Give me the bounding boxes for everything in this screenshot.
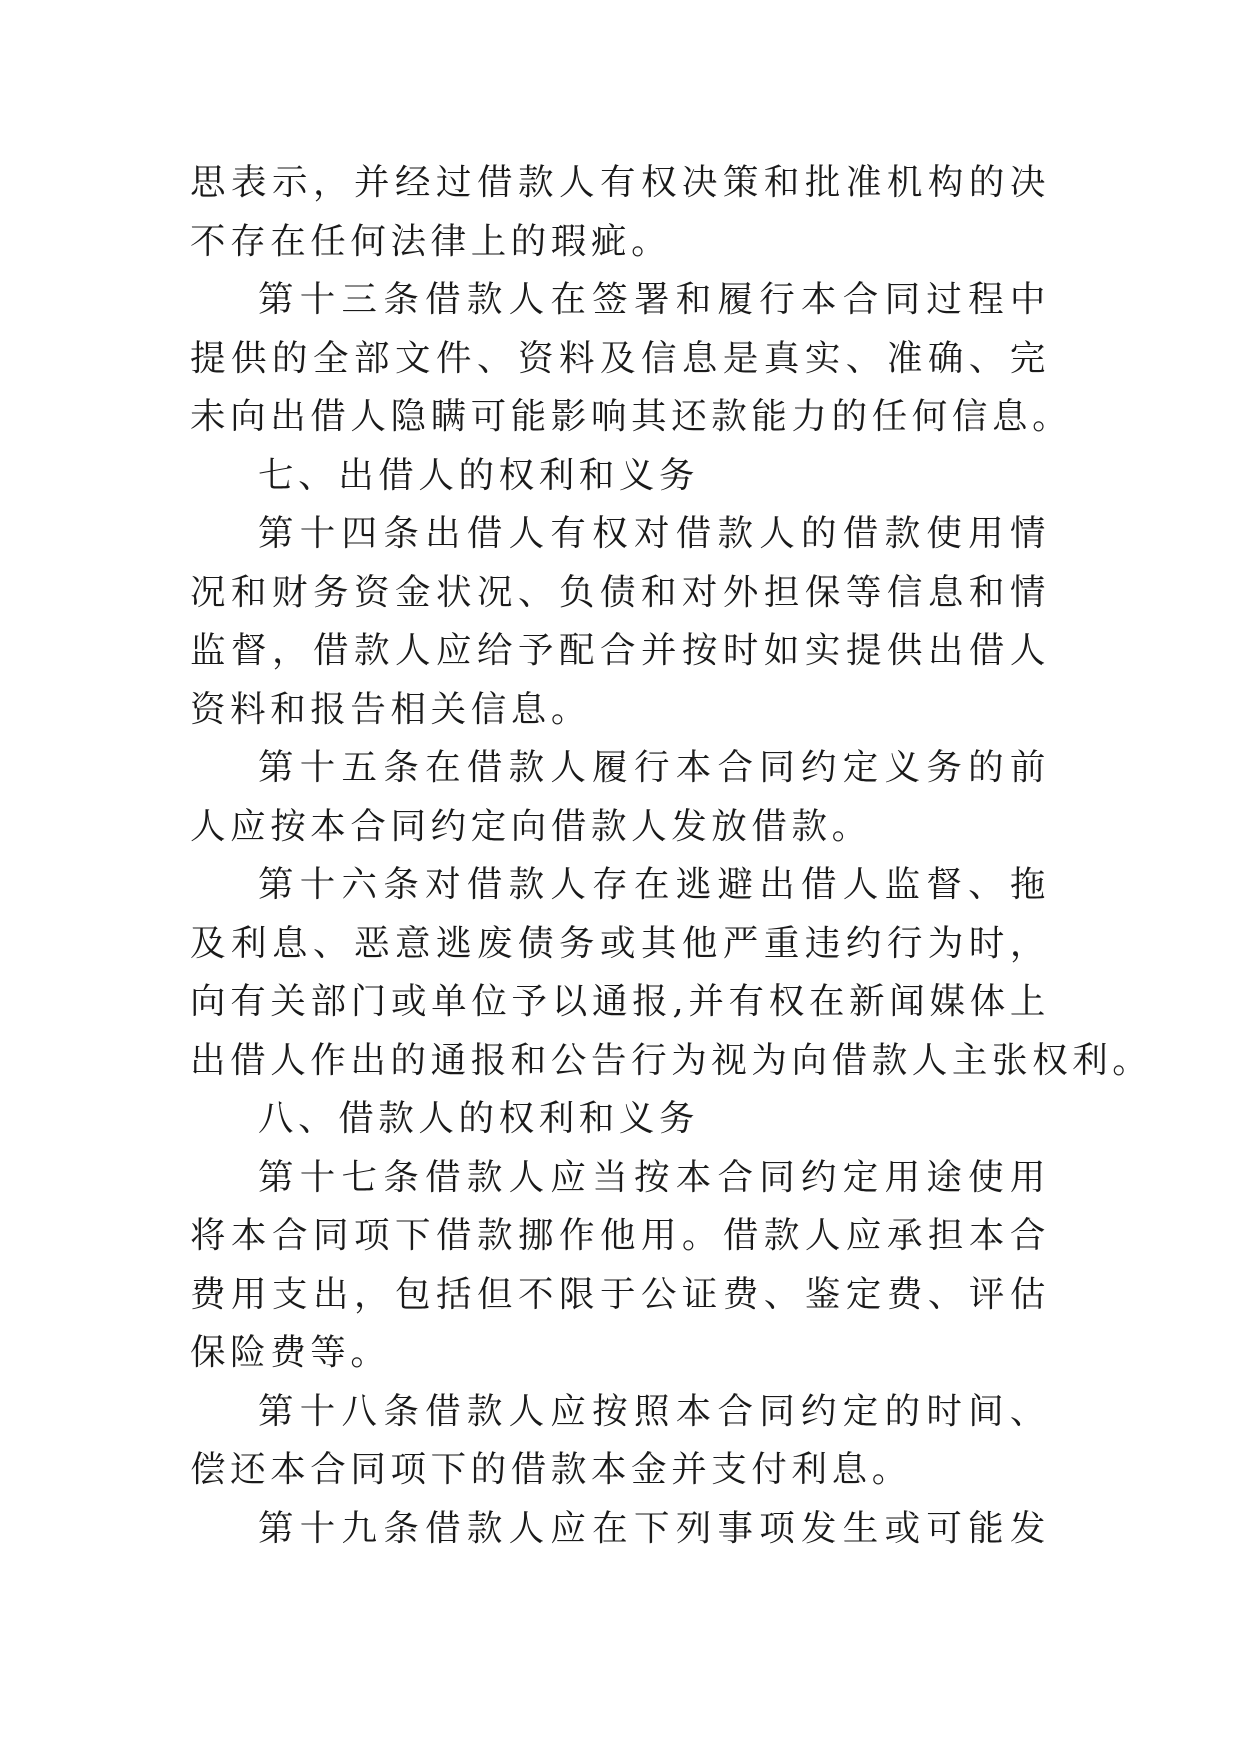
text-line: 第十九条借款人应在下列事项发生或可能发 bbox=[258, 1507, 1050, 1549]
text-line: 偿还本合同项下的借款本金并支付利息。 bbox=[190, 1449, 912, 1490]
text-line: 费用支出，包括但不限于公证费、鉴定费、评估 bbox=[190, 1273, 1050, 1315]
text-line: 提供的全部文件、资料及信息是真实、准确、完 bbox=[190, 337, 1050, 379]
text-line: 第十八条借款人应按照本合同约定的时间、 bbox=[258, 1390, 1050, 1432]
text-line: 思表示，并经过借款人有权决策和批准机构的决 bbox=[190, 162, 1050, 203]
document-body bbox=[190, 154, 1153, 1558]
text-line: 第十七条借款人应当按本合同约定用途使用 bbox=[258, 1156, 1050, 1198]
text-line: 况和财务资金状况、负债和对外担保等信息和情 bbox=[190, 571, 1050, 613]
text-line: 人应按本合同约定向借款人发放借款。 bbox=[190, 805, 872, 847]
text-line: 及利息、恶意逃废债务或其他严重违约行为时， bbox=[190, 922, 1050, 964]
section-heading: 八、借款人的权利和义务 bbox=[258, 1098, 700, 1139]
text-line: 监督，借款人应给予配合并按时如实提供出借人 bbox=[190, 630, 1050, 671]
text-line: 第十三条借款人在签署和履行本合同过程中 bbox=[258, 279, 1050, 320]
text-line: 向有关部门或单位予以通报,并有权在新闻媒体上 bbox=[190, 981, 1050, 1022]
text-line: 保险费等。 bbox=[190, 1332, 391, 1373]
text-line: 第十五条在借款人履行本合同约定义务的前 bbox=[258, 747, 1050, 788]
section-heading: 七、出借人的权利和义务 bbox=[258, 454, 700, 496]
text-line: 第十六条对借款人存在逃避出借人监督、拖 bbox=[258, 864, 1050, 905]
text-line: 资料和报告相关信息。 bbox=[190, 688, 592, 730]
text-line: 将本合同项下借款挪作他用。借款人应承担本合 bbox=[190, 1215, 1050, 1256]
text-line: 未向出借人隐瞒可能影响其还款能力的任何信息。 bbox=[190, 396, 1073, 437]
text-line: 第十四条出借人有权对借款人的借款使用情 bbox=[258, 513, 1050, 554]
text-line: 出借人作出的通报和公告行为视为向借款人主张权利。 bbox=[190, 1039, 1153, 1081]
text-line: 不存在任何法律上的瑕疵。 bbox=[190, 220, 672, 262]
